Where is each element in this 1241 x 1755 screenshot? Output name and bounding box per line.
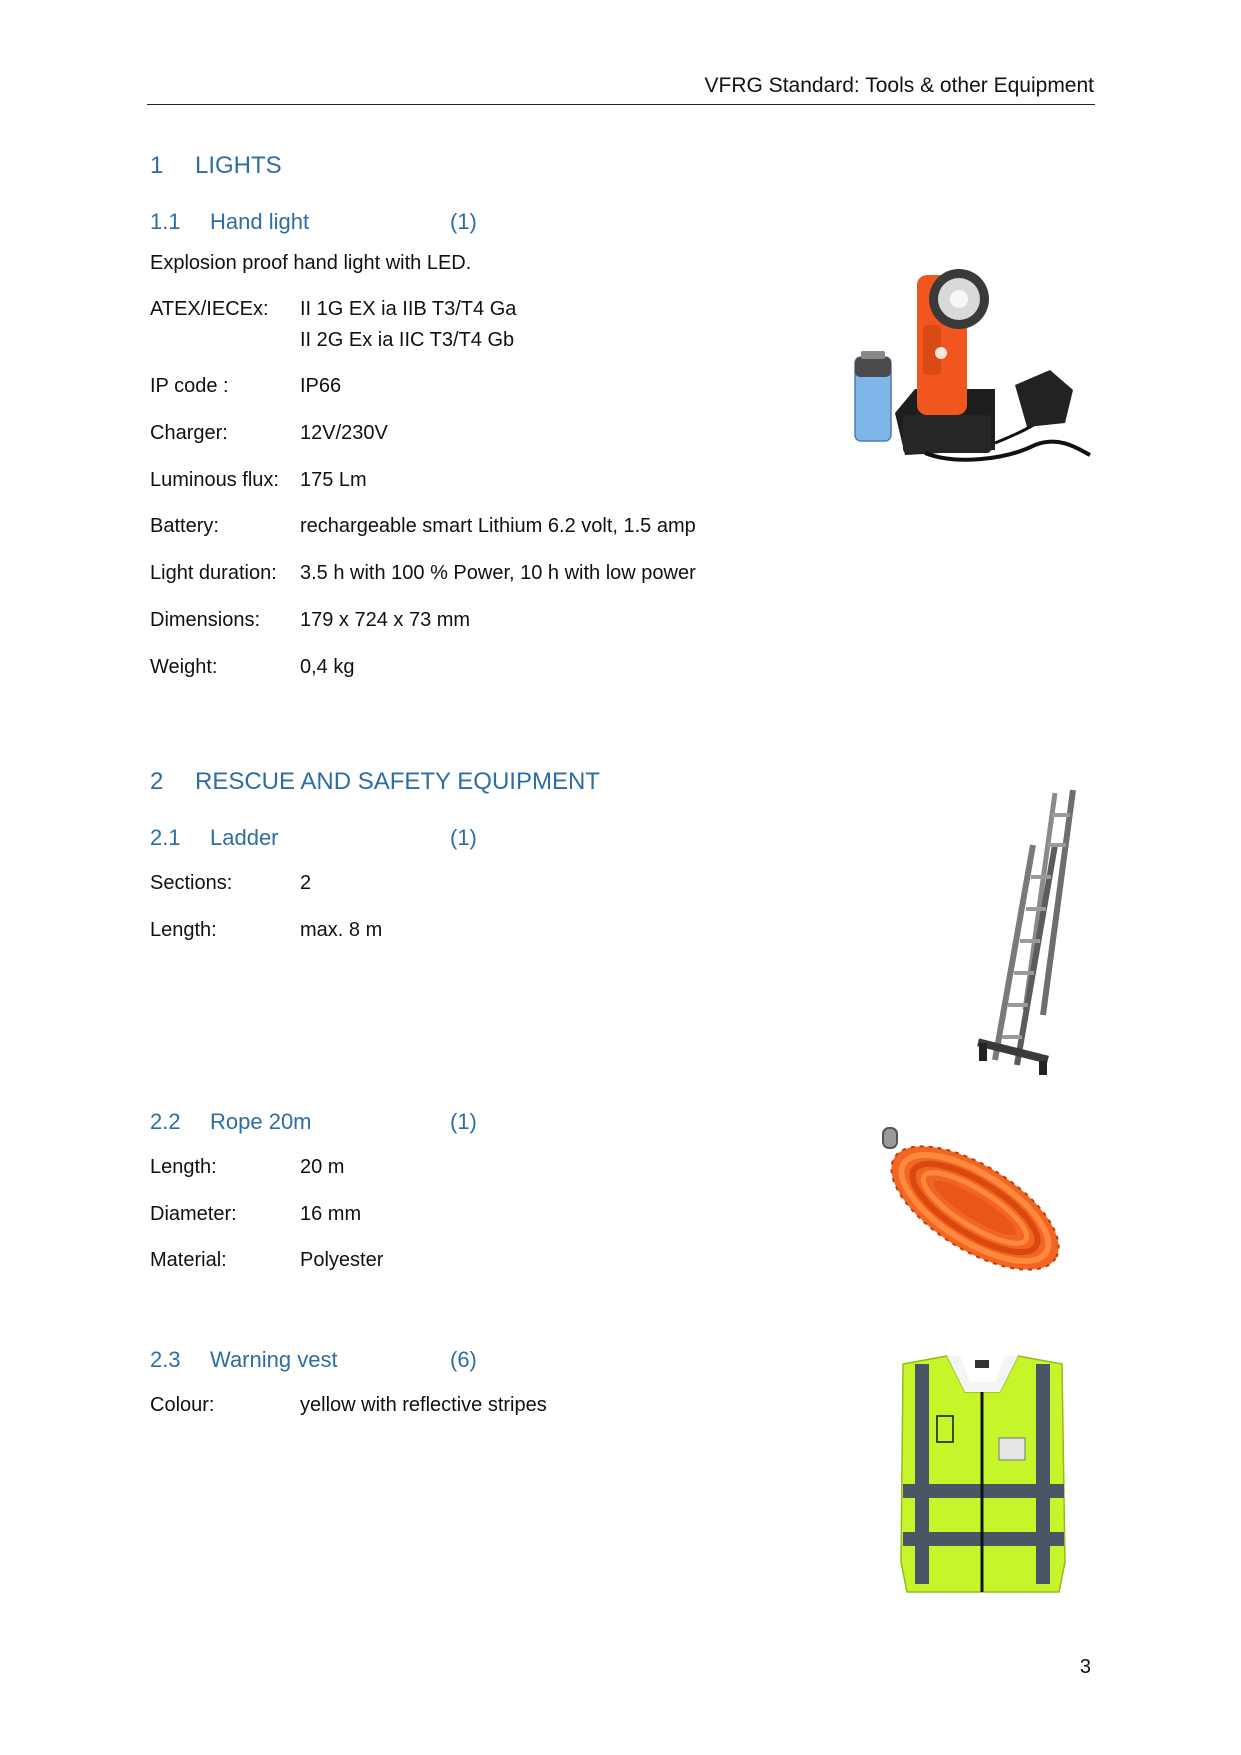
spec-value: yellow with reflective stripes — [300, 1394, 547, 1416]
spec-label: Battery: — [150, 515, 219, 537]
hand-light-image — [845, 265, 1095, 470]
spec-value: 16 mm — [300, 1203, 362, 1225]
section-number: 1 — [150, 152, 164, 179]
ladder-image — [975, 785, 1085, 1075]
section-number: 2 — [150, 768, 164, 795]
spec-value-line: II 1G EX ia IIB T3/T4 Ga — [300, 298, 517, 320]
spec-label: Length: — [150, 919, 217, 941]
subsection-2-1-heading — [150, 825, 550, 855]
subsection-number: 2.1 — [150, 825, 181, 850]
spec-value: 0,4 kg — [300, 656, 355, 678]
subsection-quantity: (1) — [450, 209, 477, 234]
section-title: LIGHTS — [195, 152, 282, 179]
subsection-number: 2.3 — [150, 1347, 181, 1372]
spec-label: Length: — [150, 1156, 217, 1178]
spec-value: 175 Lm — [300, 469, 367, 491]
spec-label: Light duration: — [150, 562, 277, 584]
subsection-quantity: (6) — [450, 1347, 477, 1372]
spec-value: 20 m — [300, 1156, 345, 1178]
spec-value: Polyester — [300, 1249, 384, 1271]
section-1-heading — [150, 152, 282, 180]
subsection-title: Hand light — [210, 209, 310, 234]
spec-value — [300, 294, 516, 356]
spec-label: Charger: — [150, 422, 228, 444]
page-number: 3 — [1079, 1656, 1091, 1678]
subsection-2-2-heading — [150, 1109, 550, 1139]
spec-label: Dimensions: — [150, 609, 261, 631]
spec-value: IP66 — [300, 375, 342, 397]
header-divider — [147, 104, 1095, 105]
spec-value: 179 x 724 x 73 mm — [300, 609, 471, 631]
subsection-title: Rope 20m — [210, 1109, 312, 1134]
subsection-quantity: (1) — [450, 825, 477, 850]
subsection-number: 1.1 — [150, 209, 181, 234]
spec-label: Weight: — [150, 656, 218, 678]
spec-label: IP code : — [150, 375, 229, 397]
spec-value: 12V/230V — [300, 422, 388, 444]
hand-light-description: Explosion proof hand light with LED. — [150, 252, 472, 274]
subsection-2-3-heading — [150, 1347, 550, 1377]
subsection-quantity: (1) — [450, 1109, 477, 1134]
spec-label: Diameter: — [150, 1203, 237, 1225]
spec-value-line: II 2G Ex ia IIC T3/T4 Gb — [300, 329, 515, 351]
running-header: VFRG Standard: Tools & other Equipment — [704, 74, 1094, 97]
spec-label: Luminous flux: — [150, 469, 279, 491]
warning-vest-image — [895, 1352, 1070, 1600]
spec-value: max. 8 m — [300, 919, 383, 941]
subsection-title: Warning vest — [210, 1347, 338, 1372]
spec-value: 2 — [300, 872, 312, 894]
subsection-1-1-heading — [150, 209, 550, 239]
subsection-title: Ladder — [210, 825, 279, 850]
spec-value: rechargeable smart Lithium 6.2 volt, 1.5 amp — [300, 515, 696, 537]
spec-value: 3.5 h with 100 % Power, 10 h with low power — [300, 562, 696, 584]
subsection-number: 2.2 — [150, 1109, 181, 1134]
section-2-heading — [150, 768, 600, 796]
spec-label: Material: — [150, 1249, 227, 1271]
spec-label: Colour: — [150, 1394, 215, 1416]
spec-label: Sections: — [150, 872, 233, 894]
rope-image — [865, 1120, 1085, 1295]
section-title: RESCUE AND SAFETY EQUIPMENT — [195, 768, 600, 795]
spec-label: ATEX/IECEx: — [150, 298, 269, 320]
